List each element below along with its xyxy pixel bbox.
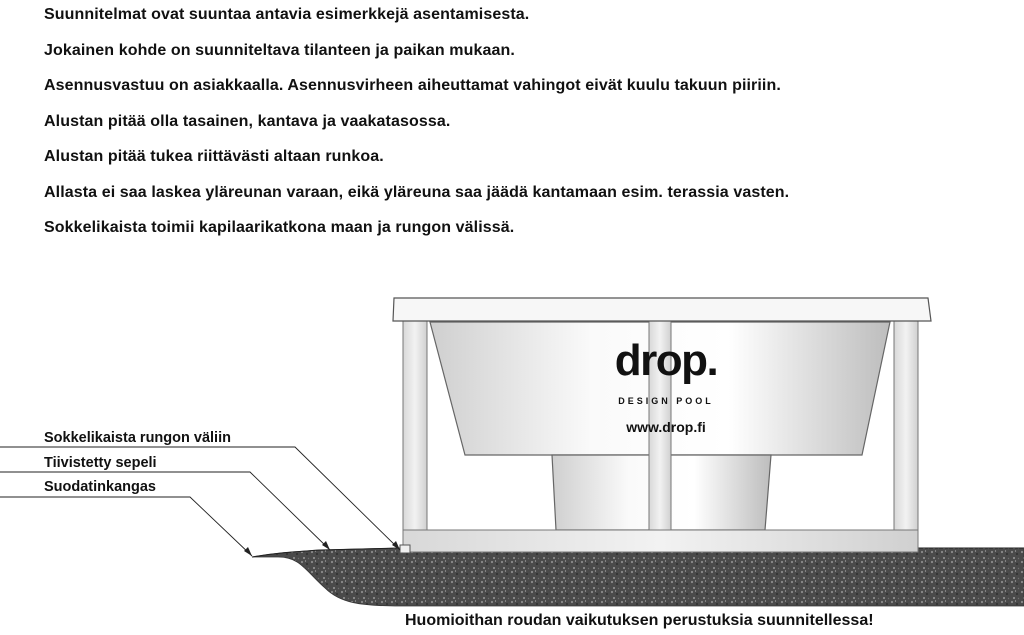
tub-top-rim xyxy=(393,298,931,321)
plinth-strip xyxy=(400,545,410,553)
frame-bottom-beam xyxy=(403,530,918,552)
leader-line-fabric xyxy=(0,497,252,556)
callout-compacted-gravel: Tiivistetty sepeli xyxy=(44,455,157,471)
instruction-line: Jokainen kohde on suunniteltava tilanteen ja paikan mukaan. xyxy=(44,41,515,59)
frame-post-left xyxy=(403,321,427,552)
instruction-line: Sokkelikaista toimii kapilaarikatkona maan ja rungon välissä. xyxy=(44,219,515,236)
instruction-line: Alustan pitää tukea riittävästi altaan runkoa. xyxy=(44,148,384,165)
frame-post-right xyxy=(894,321,918,552)
frost-warning-note: Huomioithan roudan vaikutuksen perustuksia suunnitellessa! xyxy=(405,612,874,629)
callout-filter-fabric: Suodatinkangas xyxy=(44,479,156,495)
arrowhead-fabric xyxy=(244,547,252,556)
instruction-line: Suunnitelmat ovat suuntaa antavia esimerkkejä asentamisesta. xyxy=(44,6,530,23)
arrowhead-gravel xyxy=(322,541,330,550)
instruction-line: Alustan pitää olla tasainen, kantava ja vaakatasossa. xyxy=(44,112,451,130)
brand-url: www.drop.fi xyxy=(626,419,706,435)
brand-logo-text: drop. xyxy=(614,336,718,385)
gravel-ground xyxy=(252,548,1024,606)
brand-tagline: DESIGN POOL xyxy=(618,396,714,406)
callout-plinth-strip: Sokkelikaista rungon väliin xyxy=(44,430,231,446)
instruction-line: Asennusvastuu on asiakkaalla. Asennusvirheen aiheuttamat vahingot eivät kuulu takuun piiriin. xyxy=(44,77,781,94)
instruction-line: Allasta ei saa laskea yläreunan varaan, eikä yläreuna saa jäädä kantamaan esim. terassia vasten. xyxy=(44,183,790,201)
